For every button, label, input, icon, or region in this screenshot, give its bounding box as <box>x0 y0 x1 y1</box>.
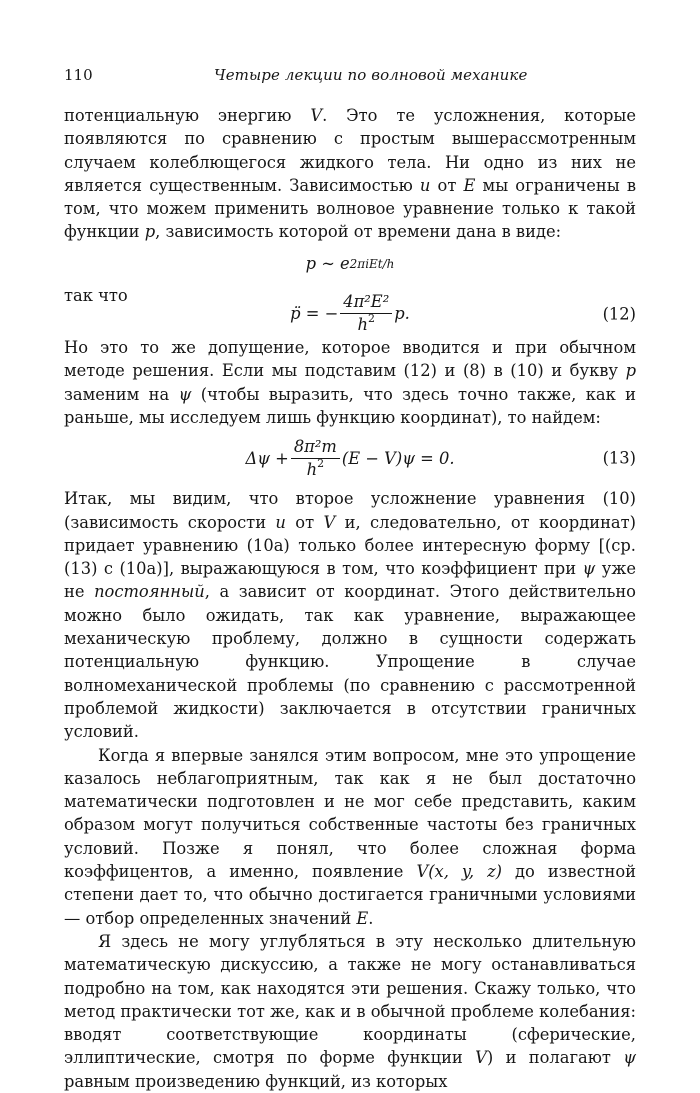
page-number: 110 <box>64 66 93 84</box>
page-body <box>64 104 636 1093</box>
page-header <box>64 66 636 90</box>
equation-12: p̈ = − $\frac{\text{4π²E²}}{h^2}$ p. (12) <box>290 292 636 335</box>
equation-p-exponential: p ∼ e 2πiEt/h <box>305 254 395 274</box>
paragraph-1: потенциальную энергию V. Это те усложнения, которые появляются по сравнению с простым вышерассмотренным случаем колеблющегося жидкого тела. Ни одно из них не является существенным. Зависимостью u от E мы ограничены в том, что можем применить волновое уравнение только к такой функции p, зависимость которой от времени дана в виде: <box>64 106 636 242</box>
book-page <box>64 66 636 1093</box>
paragraph-4: Когда я впервые занялся этим вопросом, мне это упрощение казалось неблагоприятным, так как я не был достаточно математически подготовлен и не мог себе представить, каким образом могут получиться собственные частоты без граничных условий. Позже я понял, что более сложная форма коэффицентов, а именно, появление V(x, y, z) до известной степени дает то, что обычно достигается граничными условиями — отбор определенных значений E. <box>64 745 636 928</box>
emphasis-constant: постоянный <box>94 582 205 602</box>
paragraph-2: Но это то же допущение, которое вводится и при обычном методе решения. Если мы подставим (12) и (8) в (10) и букву p заменим на ψ (чтобы выразить, что здесь точно также, как и раньше, мы исследуем лишь функцию координат), то найдем: <box>64 338 637 427</box>
equation-13-fraction: $\frac{\text{8π²m}}{h^2}$ <box>291 437 340 480</box>
equation-12-number: (12) <box>602 303 636 323</box>
so-that-label: так что <box>64 285 128 305</box>
running-title: Четыре лекции по волновой механике <box>214 66 528 84</box>
equation-13: Δψ + $\frac{\text{8π²m}}{h^2}$ (E − V)ψ = 0. (13) <box>245 436 636 479</box>
paragraph-3: Итак, мы видим, что второе усложнение уравнения (10) (зависимость скорости u от V и, следовательно, от координат) придает уравнению (10а) только более интересную форму [(ср.(13) с (10а)], выражающуюся в том, что коэффициент при ψ уже не постоянный, а зависит от координат. Этого действительно можно было ожидать, так как уравнение, выражающее механическую проблему, должно в сущности содержать потенциальную функцию. Упрощение в случае волномеханической проблемы (по сравнению с рассмотренной проблемой жидкости) заключается в отсутствии граничных условий. <box>64 489 636 742</box>
equation-13-number: (13) <box>602 448 636 468</box>
paragraph-5: Я здесь не могу углубляться в эту несколько длительную математическую дискуссию, а также не могу останавливаться подробно на том, как находятся эти решения. Скажу только, что метод практически тот же, как и в обычной проблеме колебания: вводят соответствующие координаты (сферические, эллиптические, смотря по форме функции V) и полагают ψ равным произведению функций, из которых <box>64 931 636 1091</box>
equation-12-fraction: $\frac{\text{4π²E²}}{h^2}$ <box>340 292 392 335</box>
